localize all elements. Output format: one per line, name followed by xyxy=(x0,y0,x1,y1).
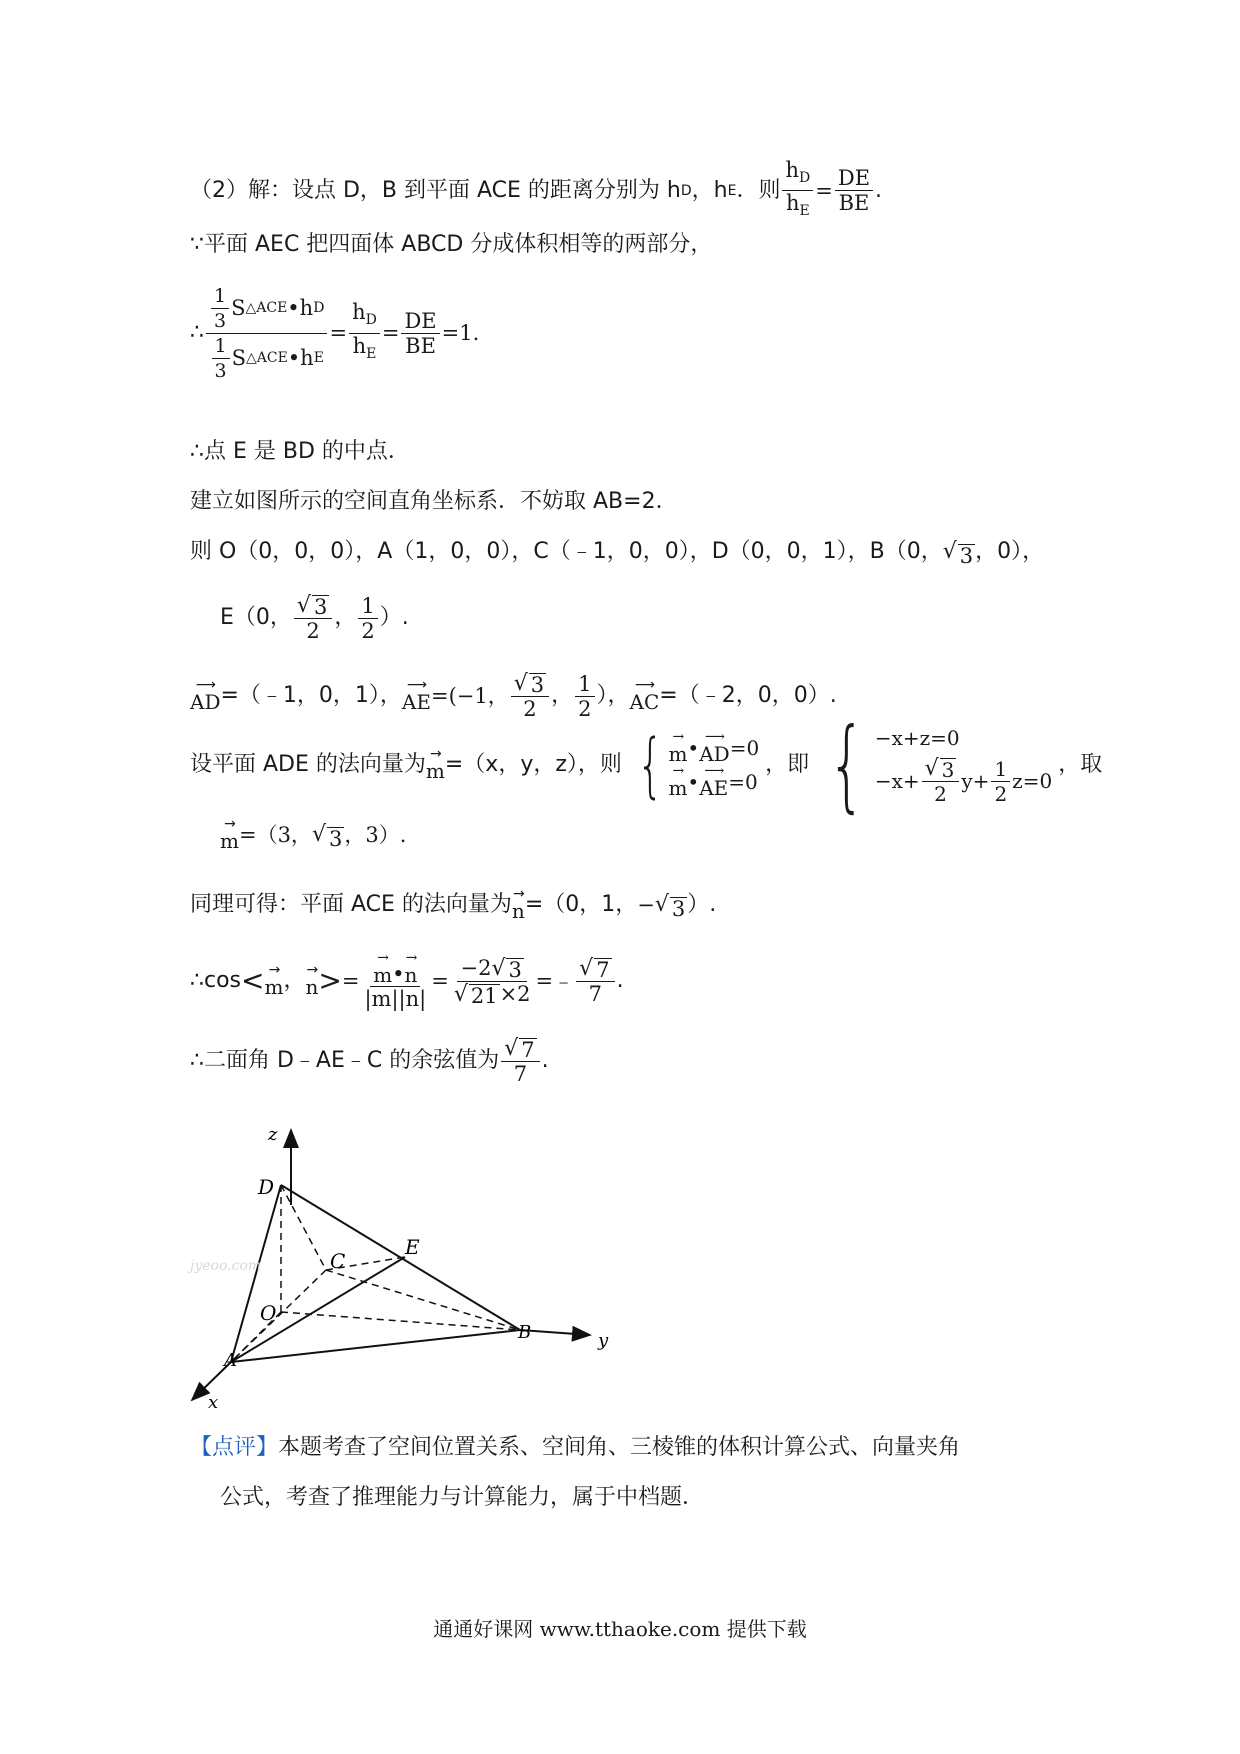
vector-label: n xyxy=(511,899,525,923)
text: ∵平面 AEC 把四面体 ABCD 分成体积相等的两部分， xyxy=(190,232,713,257)
be: BE xyxy=(838,191,870,216)
line-1 xyxy=(190,158,882,223)
line-5 xyxy=(190,487,678,517)
vector-label: n xyxy=(404,962,418,987)
sub-d: D xyxy=(365,312,377,329)
fraction-de-be xyxy=(835,166,873,215)
sub-ace: △ACE xyxy=(245,300,288,316)
one-third xyxy=(211,284,229,333)
h: h xyxy=(352,300,366,325)
system-2: { −x+z=0 −x+ √ 3 2 y+ $\frac{1}{2}$ z=0 xyxy=(827,706,1053,823)
two: 2 xyxy=(934,782,947,806)
h: h xyxy=(352,333,367,358)
equals: = xyxy=(431,969,449,993)
label-a: A xyxy=(224,1350,237,1371)
label-e: E xyxy=(405,1235,420,1259)
one-third xyxy=(212,334,230,383)
two: 2 xyxy=(361,618,375,643)
vector-label: AD xyxy=(699,742,730,766)
minus-two: −2 xyxy=(460,955,492,980)
vector-m: → m xyxy=(220,816,239,853)
two: 2 xyxy=(306,619,320,643)
one: 1 xyxy=(358,594,377,619)
text: ）. xyxy=(687,892,717,917)
text: =（0，1， xyxy=(524,892,638,917)
text: z=0 xyxy=(1012,769,1053,793)
one: 1 xyxy=(212,334,230,359)
n: n xyxy=(405,986,420,1011)
sub-d: D xyxy=(680,182,692,199)
label-o: O xyxy=(260,1301,277,1325)
h: h xyxy=(785,191,800,216)
label-z: z xyxy=(268,1124,278,1145)
line-4 xyxy=(190,437,410,467)
one: 1 xyxy=(211,284,229,309)
vector-label: AE xyxy=(699,776,729,800)
vector-label: m xyxy=(220,829,239,853)
system-1-row-1: → m • ⟶ AD =0 xyxy=(668,729,760,766)
text: =（﹣1，0，1）， xyxy=(220,683,402,708)
s: S xyxy=(231,296,246,320)
equals: = xyxy=(329,321,348,345)
fraction-1-2 xyxy=(991,757,1010,806)
text: ，0）， xyxy=(975,539,1045,564)
text: ．则 xyxy=(736,177,781,203)
vector-m: → m xyxy=(425,746,445,783)
comment-line-1 xyxy=(190,1433,960,1463)
line-13 xyxy=(190,1025,549,1097)
comment-line-2 xyxy=(220,1483,704,1513)
radicand: 3 xyxy=(328,827,343,851)
line-9 xyxy=(190,706,1103,823)
fraction-sqrt7-7: √ 7 7 xyxy=(576,956,614,1006)
system-1-row-2: → m • ⟶ AE =0 xyxy=(668,763,758,800)
fraction-sqrt3-2: √ 3 2 xyxy=(511,671,549,721)
sub-ace: △ACE xyxy=(245,350,288,366)
sub-e: E xyxy=(727,182,737,199)
eq0: =0 xyxy=(729,736,760,760)
text: ，取 xyxy=(1058,752,1103,777)
dot-h: •h xyxy=(287,346,314,370)
de: DE xyxy=(401,309,439,334)
fraction-volumes xyxy=(206,284,327,383)
system-1: { → m • ⟶ AD =0 → m • ⟶ AE =0 xyxy=(636,724,760,806)
radicand: 3 xyxy=(530,673,545,697)
two: 2 xyxy=(578,696,592,721)
angle-bracket-right: > xyxy=(318,964,342,997)
radicand: 3 xyxy=(313,595,328,619)
line-2 xyxy=(190,230,712,260)
line-10 xyxy=(220,815,406,855)
dot: • xyxy=(392,961,405,986)
label-d: D xyxy=(258,1175,275,1199)
vector-label: AC xyxy=(629,690,660,714)
vector-ac: ⟶ AC xyxy=(629,677,660,714)
vector-ad: ⟶ AD xyxy=(190,677,221,714)
vector-label: m xyxy=(373,962,393,987)
text: 则 O（0，0，0），A（1，0，0），C（﹣1，0，0），D（0，0，1），B（0， xyxy=(190,539,943,564)
text: =（﹣2，0，0）. xyxy=(659,683,837,708)
therefore-symbol: ∴ xyxy=(190,320,204,345)
vector-label: m xyxy=(425,759,445,783)
radicand: 21 xyxy=(470,983,498,1008)
one: 1 xyxy=(991,757,1010,782)
comment-tag: 【点评】 xyxy=(190,1435,279,1460)
text: −x+ xyxy=(874,769,920,793)
radicand: 7 xyxy=(596,958,610,982)
de: DE xyxy=(835,166,873,191)
comma: ， xyxy=(283,968,306,993)
comment-text: 本题考查了空间位置关系、空间角、三棱锥的体积计算公式、向量夹角 xyxy=(278,1435,961,1460)
text: 建立如图所示的空间直角坐标系．不妨取 AB=2． xyxy=(190,489,678,514)
seven: 7 xyxy=(588,982,603,1006)
abs: | xyxy=(419,986,427,1011)
fraction-de-be xyxy=(401,309,439,358)
abs: | xyxy=(364,986,372,1011)
times-two: ×2 xyxy=(499,981,531,1006)
fraction-hd-he xyxy=(349,300,380,365)
radicand: 3 xyxy=(508,957,522,982)
label-x: x xyxy=(208,1392,219,1410)
eq0: =0 xyxy=(728,770,758,794)
text: ，3）. xyxy=(344,823,407,847)
fraction-value: −2 √ 3 √ 21 ×2 xyxy=(453,955,531,1008)
text: ，即 xyxy=(765,752,810,777)
fraction-sqrt7-7: √ 7 7 xyxy=(501,1036,539,1086)
be: BE xyxy=(405,333,436,358)
tetrahedron-figure xyxy=(180,1110,620,1410)
period: . xyxy=(541,1048,549,1073)
m: m xyxy=(371,986,392,1011)
text: =(−1， xyxy=(430,684,509,708)
text: =（3， xyxy=(238,823,312,847)
dot: • xyxy=(687,770,700,794)
radicand: 3 xyxy=(959,544,974,568)
equals: = xyxy=(815,178,833,203)
abs: | xyxy=(398,986,406,1011)
text: 同理可得：平面 ACE 的法向量为 xyxy=(190,892,512,917)
line-11 xyxy=(190,885,716,925)
fraction-sqrt3-2: √ 3 2 xyxy=(294,593,332,643)
text: =（x，y，z），则 xyxy=(444,752,622,777)
line-7 xyxy=(220,582,409,654)
two: 2 xyxy=(523,697,537,721)
line-12 xyxy=(190,945,624,1017)
vector-ae: ⟶ AE xyxy=(401,677,431,714)
equals: = xyxy=(381,321,400,345)
text: ）. xyxy=(379,605,409,630)
sub-d: D xyxy=(799,170,811,187)
equals: = xyxy=(341,969,360,993)
comment-text: 公式，考查了推理能力与计算能力，属于中档题． xyxy=(220,1485,705,1510)
vector-label: m xyxy=(668,776,688,800)
text: （2）解：设点 D，B 到平面 ACE 的距离分别为 h xyxy=(190,177,681,203)
radicand: 7 xyxy=(521,1038,535,1062)
three: 3 xyxy=(214,309,227,332)
label-y: y xyxy=(598,1330,609,1351)
seven: 7 xyxy=(513,1062,528,1086)
text: ，h xyxy=(691,177,728,203)
cos-label: ∴cos xyxy=(190,968,242,993)
equals-neg: =﹣ xyxy=(535,969,575,993)
vector-label: AD xyxy=(190,690,221,714)
vector-n: → n xyxy=(511,886,525,923)
period: . xyxy=(616,968,624,993)
text: y+ xyxy=(961,769,990,793)
text: 设平面 ADE 的法向量为 xyxy=(190,752,426,777)
vector-label: m xyxy=(668,742,688,766)
abs: | xyxy=(391,986,399,1011)
h: h xyxy=(785,158,800,182)
label-b: B xyxy=(518,1322,532,1343)
period: . xyxy=(875,177,883,203)
s: S xyxy=(231,346,246,370)
vector-label: m xyxy=(264,975,284,999)
vector-label: AE xyxy=(401,690,431,714)
sub-e: E xyxy=(313,350,324,366)
sub-d: D xyxy=(313,300,325,316)
sqrt-3: √ 3 xyxy=(311,822,343,851)
sqrt-3: √ 3 xyxy=(654,892,686,921)
label-c: C xyxy=(330,1249,346,1273)
two: 2 xyxy=(994,781,1008,806)
fraction-hd-he xyxy=(782,158,813,223)
footer: 通通好课网 www.tthaoke.com 提供下载 xyxy=(433,1617,807,1641)
dot-h: •h xyxy=(287,296,314,320)
three: 3 xyxy=(214,359,227,382)
watermark: jyeoo.com xyxy=(190,1258,262,1274)
minus: − xyxy=(637,893,655,917)
text: ∴二面角 D﹣AE﹣C 的余弦值为 xyxy=(190,1048,500,1073)
comma: ， xyxy=(551,683,574,708)
angle-bracket-left: < xyxy=(241,964,265,997)
system-2-row-1: −x+z=0 xyxy=(874,726,960,750)
dot: • xyxy=(687,736,700,760)
text: ）， xyxy=(596,683,630,708)
fraction-1-2 xyxy=(358,594,377,643)
system-2-row-2 xyxy=(875,754,1052,808)
sqrt-3: √ 3 xyxy=(942,539,974,568)
equals-one: =1. xyxy=(441,321,480,345)
fraction-mn: → m • → n |m||n| xyxy=(364,949,427,1011)
comma: ， xyxy=(334,605,357,630)
vector-n: → n xyxy=(305,962,319,999)
radicand: 3 xyxy=(671,897,686,921)
fraction-sqrt3-2: √ 3 2 xyxy=(922,756,960,806)
one: 1 xyxy=(575,672,594,697)
sub-e: E xyxy=(799,203,810,220)
line-3 xyxy=(190,278,479,388)
text: E（0， xyxy=(220,605,292,630)
line-6 xyxy=(190,537,1044,567)
vector-label: n xyxy=(305,975,319,999)
text: ∴点 E 是 BD 的中点． xyxy=(190,439,410,464)
vector-m: → m xyxy=(264,962,284,999)
sub-e: E xyxy=(366,345,377,362)
radicand: 3 xyxy=(941,758,955,782)
